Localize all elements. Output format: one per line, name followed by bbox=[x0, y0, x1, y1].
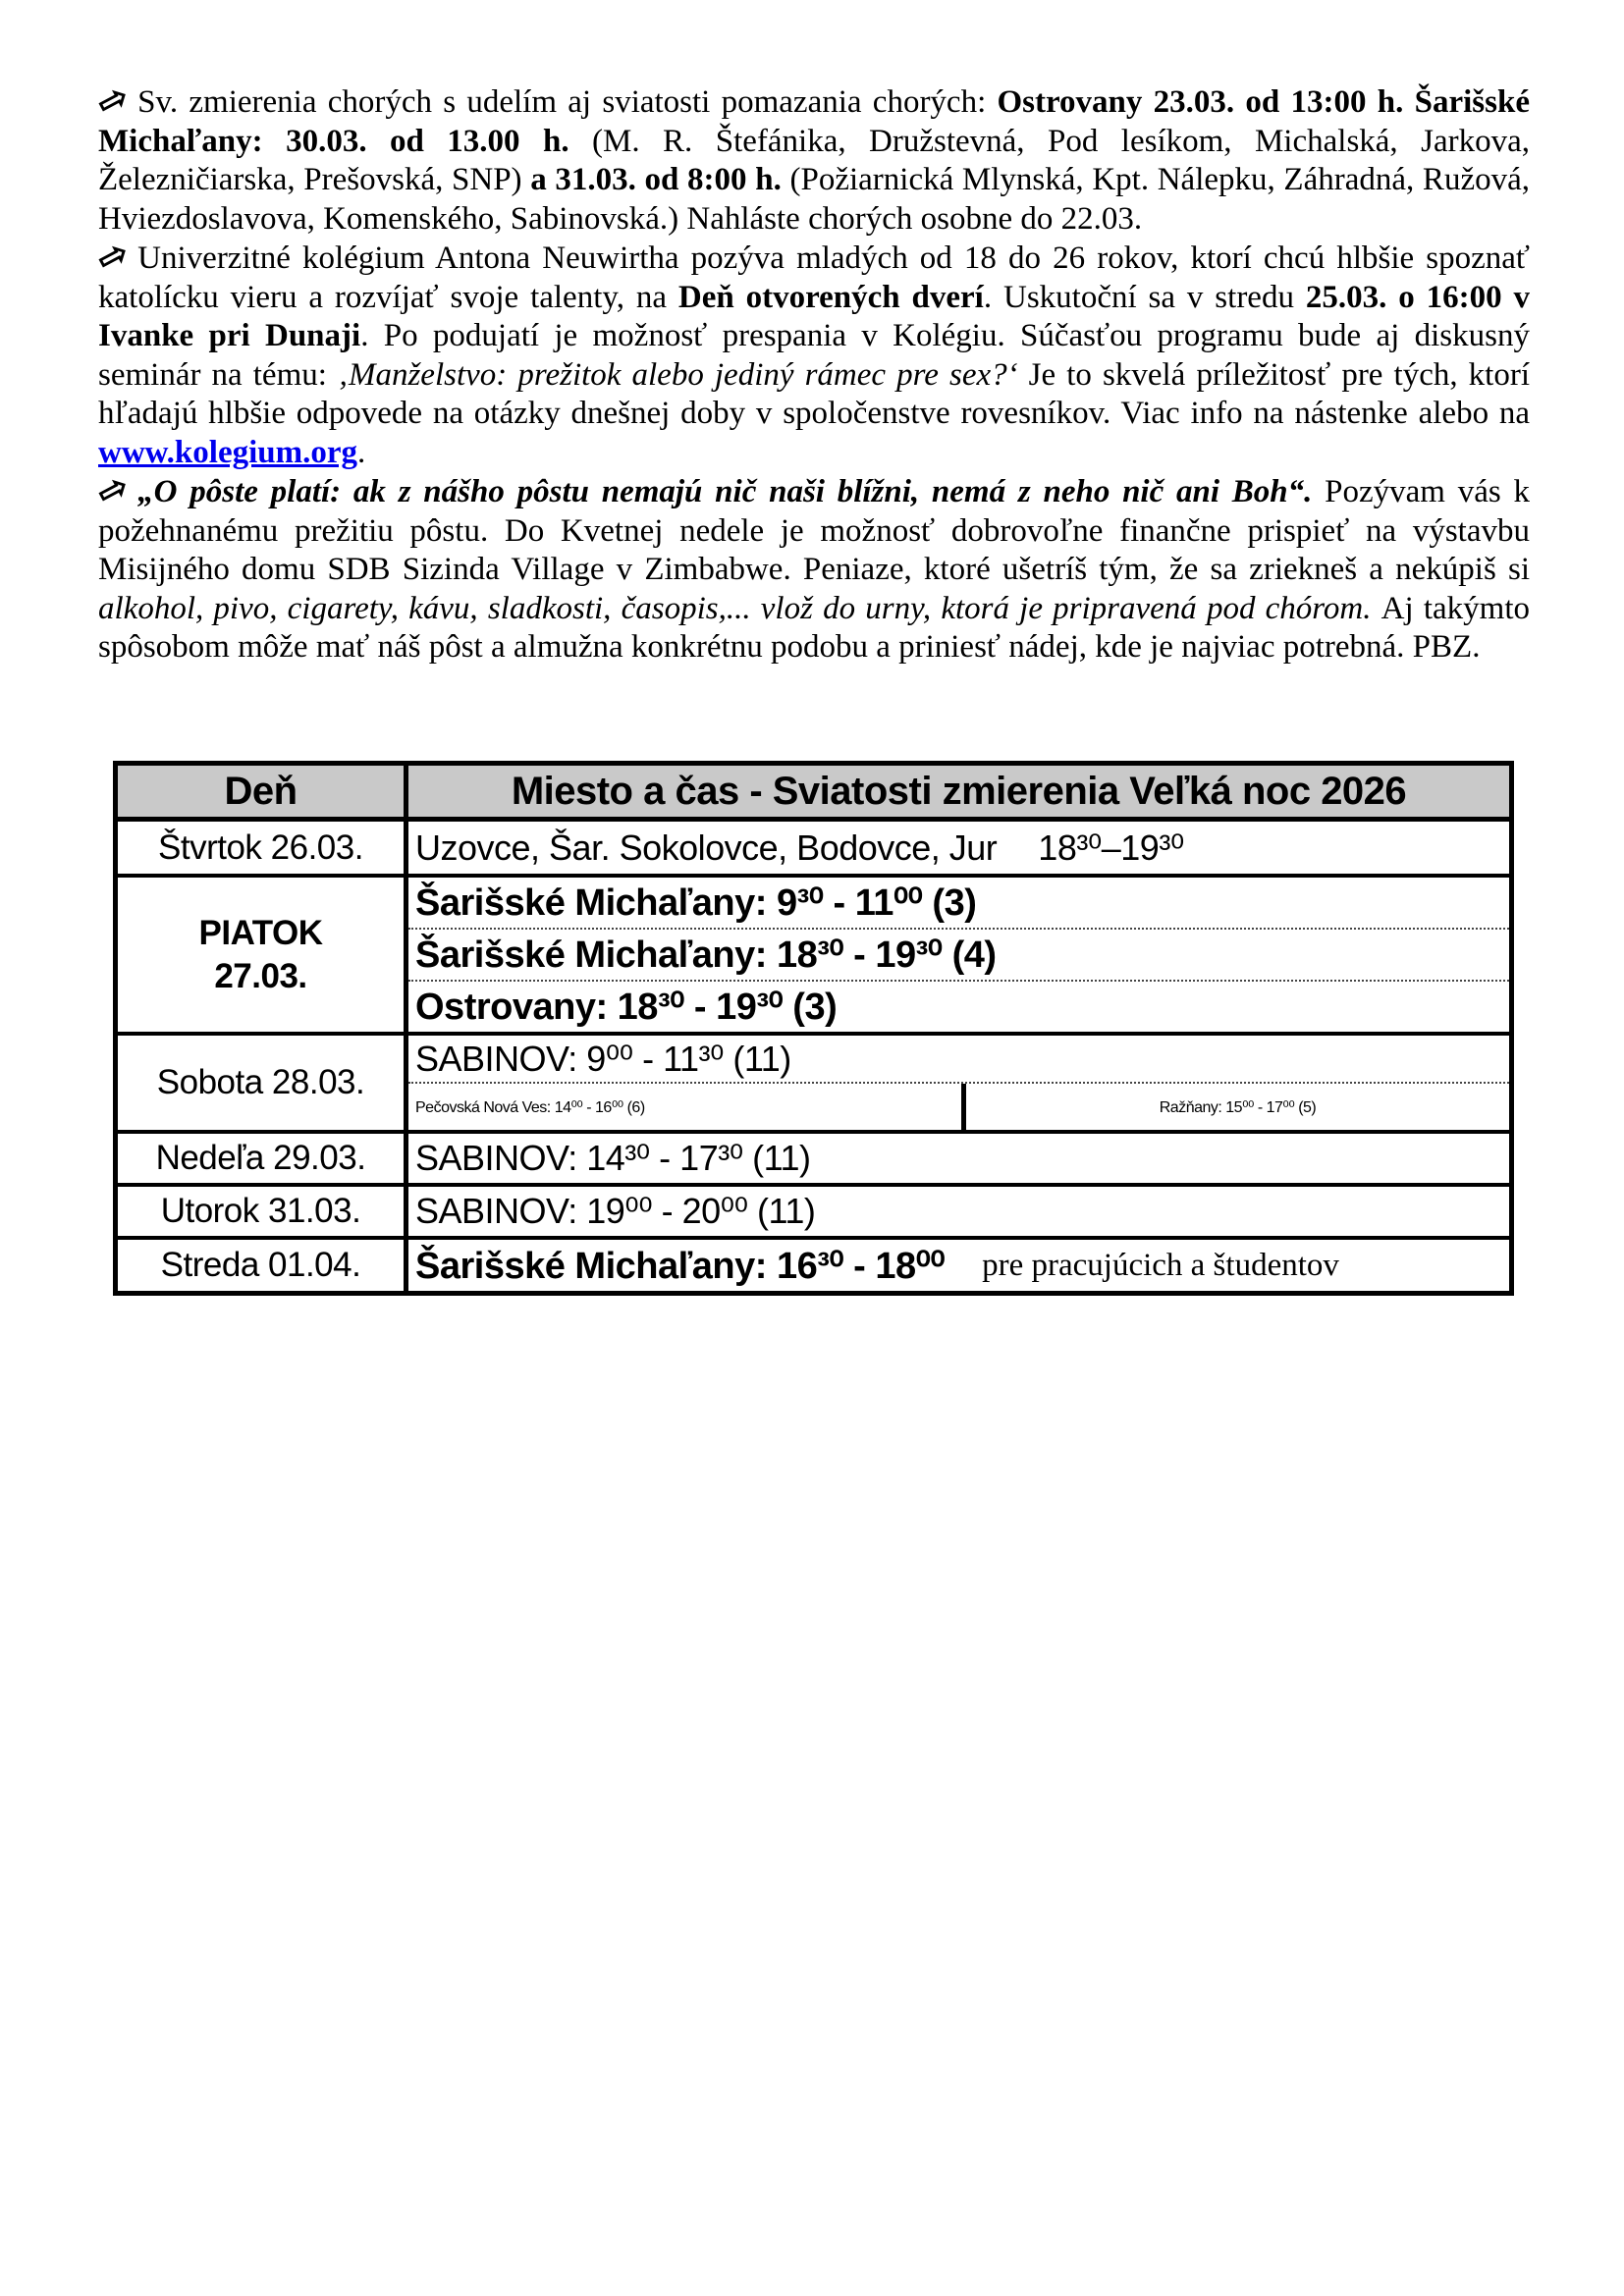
table-header-row bbox=[118, 766, 1509, 822]
day-cell: Streda 01.04. bbox=[118, 1240, 408, 1291]
place-time-bold: Šarišské Michaľany: 16³⁰ - 18⁰⁰ bbox=[415, 1245, 946, 1287]
text-run: (M. R. Štefánika, Družstevná, Pod lesíkom, Michalská, Jarkova, Železničiarska, Prešovská, SNP) bbox=[98, 123, 1530, 197]
audience-note: pre pracujúcich a študentov bbox=[982, 1247, 1339, 1283]
day-cell: Nedeľa 29.03. bbox=[118, 1134, 408, 1183]
text-run: Pozývam vás k požehnanému prežitiu pôstu. Do Kvetnej nedele je možnosť dobrovoľne finančne prispieť na výstavbu Misijného domu SDB Sizinda Village v Zimbabwe. Peniaze, ktoré ušetríš tým, že sa zriekneš a nekúpiš si bbox=[98, 474, 1530, 587]
table-row-saturday bbox=[118, 1036, 1509, 1134]
schedule-line bbox=[408, 1240, 1509, 1291]
ribbon-arrow-bullet-icon: ⇨ bbox=[90, 232, 135, 281]
text-run: Univerzitné kolégium Antona Neuwirtha pozýva mladých od 18 do 26 rokov, ktorí chcú hlbšie spoznať katolícku vieru a rozvíjať svoje talenty, na bbox=[98, 240, 1530, 315]
schedule-line: Ostrovany: 18³⁰ - 19³⁰ (3) bbox=[415, 987, 838, 1028]
schedule-line: Šarišské Michaľany: 18³⁰ - 19³⁰ (4) bbox=[408, 930, 1509, 982]
text-run: Sv. zmierenia chorých s udelím aj sviatosti pomazania chorých: bbox=[137, 84, 998, 120]
table-row-thursday bbox=[118, 822, 1509, 878]
day-date: 27.03. bbox=[214, 956, 307, 995]
text-run-bold: Ostrovany 23.03. od 13:00 h. Šarišské Michaľany: 30.03. od 13.00 h. bbox=[98, 84, 1530, 159]
ribbon-arrow-bullet-icon: ⇨ bbox=[90, 76, 135, 125]
day-cell bbox=[118, 878, 408, 1032]
schedule-line-left: Pečovská Nová Ves: 14⁰⁰ - 16⁰⁰ (6) bbox=[415, 1098, 645, 1116]
schedule-cell bbox=[408, 1187, 1509, 1236]
text-run: . Po podujatí je možnosť prespania v Kolégiu. Súčasťou programu bude aj diskusný seminár na tému: bbox=[98, 318, 1530, 393]
text-run-bold: 25.03. o 16:00 v Ivanke pri Dunaji bbox=[98, 279, 1530, 353]
schedule-cell bbox=[408, 1240, 1509, 1291]
text-run: . Uskutoční sa v stredu bbox=[983, 279, 1306, 315]
ribbon-arrow-bullet-icon: ⇨ bbox=[90, 465, 135, 514]
kolegium-link[interactable]: www.kolegium.org bbox=[98, 434, 357, 470]
table-row-wednesday bbox=[118, 1240, 1509, 1291]
text-run: Je to skvelá príležitosť pre tých, ktorí hľadajú hlbšie odpovede na otázky dnešnej doby v spoločenstve rovesníkov. Viac info na nástenke alebo na bbox=[98, 356, 1530, 431]
schedule-line: SABINOV: 19⁰⁰ - 20⁰⁰ (11) bbox=[415, 1191, 816, 1231]
text-run-bold-italic: „O pôste platí: ak z nášho pôstu nemajú nič naši blížni, nemá z neho nič ani Boh“. bbox=[137, 474, 1326, 509]
paragraph-kolegium bbox=[90, 232, 1530, 472]
day-cell: Utorok 31.03. bbox=[118, 1187, 408, 1236]
schedule-cell bbox=[408, 822, 1509, 874]
header-cell-day: Deň bbox=[118, 766, 408, 817]
schedule-cell bbox=[408, 878, 1509, 1032]
paragraph-fasting bbox=[90, 465, 1530, 667]
text-run-italic: alkohol, pivo, cigarety, kávu, sladkosti, časopis,... vlož do urny, ktorá je pripravená pod chórom. bbox=[98, 590, 1381, 626]
text-run-bold: a 31.03. od 8:00 h. bbox=[530, 162, 790, 197]
text-run: . bbox=[357, 434, 366, 470]
day-cell: Štvrtok 26.03. bbox=[118, 822, 408, 874]
schedule-line-right: Ražňany: 15⁰⁰ - 17⁰⁰ (5) bbox=[1159, 1098, 1317, 1116]
schedule-cell bbox=[408, 1036, 1509, 1130]
day-cell: Sobota 28.03. bbox=[118, 1036, 408, 1130]
confession-schedule-table bbox=[113, 761, 1514, 1296]
schedule-line: SABINOV: 9⁰⁰ - 11³⁰ (11) bbox=[408, 1036, 1509, 1084]
header-cell-place-time: Miesto a čas - Sviatosti zmierenia Veľká noc 2026 bbox=[511, 769, 1407, 813]
text-run: (Požiarnická Mlynská, Kpt. Nálepku, Záhradná, Ružová, Hviezdoslavova, Komenského, Sabinovská.) Nahláste chorých osobne do 22.03. bbox=[98, 162, 1530, 237]
schedule-cell bbox=[408, 1134, 1509, 1183]
paragraph-sick-confessions bbox=[90, 76, 1530, 239]
schedule-line-split bbox=[408, 1084, 1509, 1130]
day-name: PIATOK bbox=[198, 913, 323, 952]
table-row-friday bbox=[118, 878, 1509, 1036]
text-run-italic: ‚Manželstvo: prežitok alebo jediný rámec pre sex?‘ bbox=[337, 356, 1029, 393]
schedule-line bbox=[408, 822, 1509, 874]
schedule-line: Šarišské Michaľany: 9³⁰ - 11⁰⁰ (3) bbox=[408, 878, 1509, 930]
time-text: 18³⁰–19³⁰ bbox=[1038, 827, 1184, 868]
table-row-tuesday bbox=[118, 1187, 1509, 1240]
table-row-sunday bbox=[118, 1134, 1509, 1187]
places-text: Uzovce, Šar. Sokolovce, Bodovce, Jur bbox=[415, 827, 998, 868]
schedule-line: SABINOV: 14³⁰ - 17³⁰ (11) bbox=[415, 1138, 811, 1178]
text-run: Aj takýmto spôsobom môže mať náš pôst a almužna konkrétnu podobu a priniesť nádej, kde je najviac potrebná. PBZ. bbox=[98, 590, 1530, 665]
text-run-bold: Deň otvorených dverí bbox=[677, 279, 984, 315]
text-block bbox=[90, 76, 1530, 667]
